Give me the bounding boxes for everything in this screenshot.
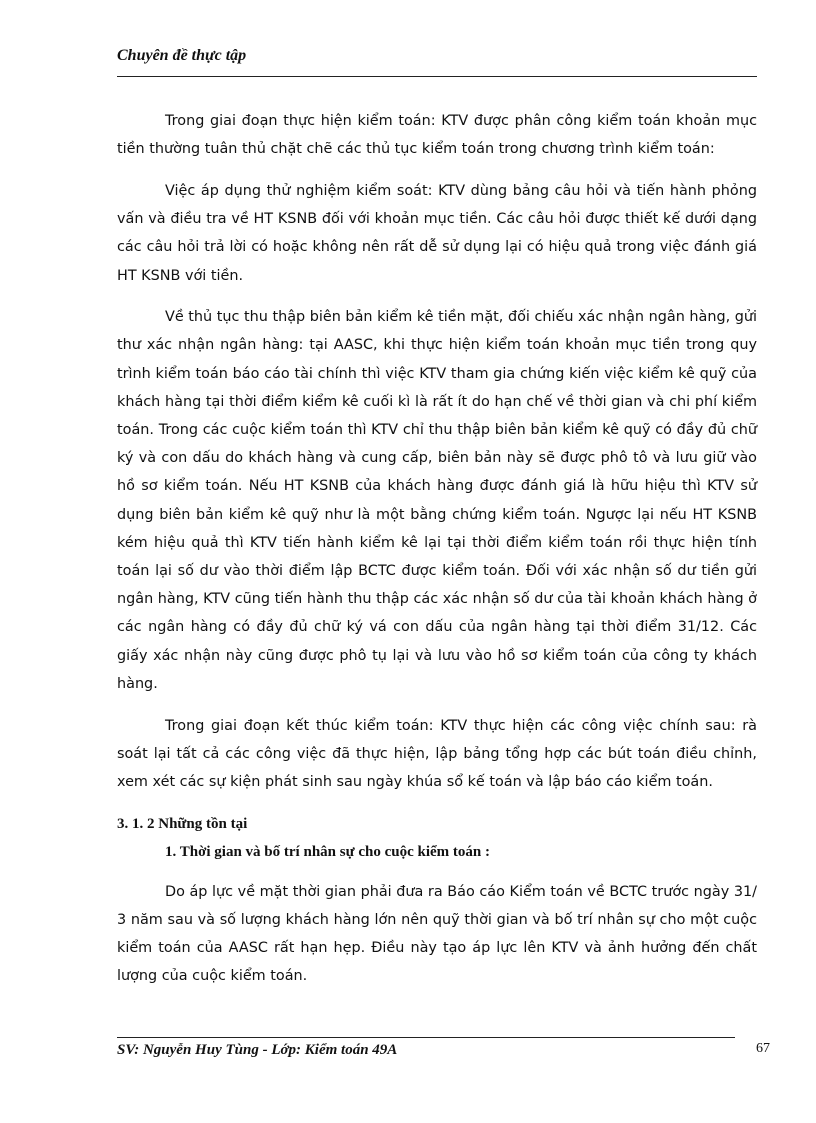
- paragraph: Việc áp dụng thử nghiệm kiểm soát: KTV dùng bảng câu hỏi và tiến hành phỏng vấn và điều tra về HT KSNB đối với khoản mục tiền. Các câu hỏi được thiết kế dưới dạng các câu hỏi trả lời có hoặc không nên rất dễ sử dụng lại có hiệu quả trong việc đánh giá HT KSNB với tiền.: [117, 182, 757, 284]
- footer-student-info: SV: Nguyễn Huy Tùng - Lớp: Kiểm toán 49A: [117, 1042, 398, 1058]
- paragraph: Trong giai đoạn kết thúc kiểm toán: KTV thực hiện các công việc chính sau: rà soát lại tất cả các công việc đã thực hiện, lập bảng tổng hợp các bút toán điều chỉnh, xem xét các sự kiện phát sinh sau ngày khúa sổ kế toán và lập báo cáo kiểm toán.: [117, 717, 757, 790]
- document-body: [117, 107, 757, 1004]
- footer-divider: [117, 1037, 735, 1038]
- paragraph: Do áp lực về mặt thời gian phải đưa ra Báo cáo Kiểm toán về BCTC trước ngày 31/ 3 năm sau và số lượng khách hàng lớn nên quỹ thời gian và bố trí nhân sự cho một cuộc kiểm toán của AASC rất hạn hẹp. Điều này tạo áp lực lên KTV và ảnh hưởng đến chất lượng của cuộc kiểm toán.: [117, 883, 757, 985]
- page-header-title: Chuyên đề thực tập: [117, 47, 247, 64]
- subsection-heading: 1. Thời gian và bố trí nhân sự cho cuộc kiểm toán :: [165, 843, 490, 860]
- header-divider: [117, 76, 757, 77]
- section-heading: 3. 1. 2 Những tồn tại: [117, 815, 248, 832]
- paragraph: Về thủ tục thu thập biên bản kiểm kê tiền mặt, đối chiếu xác nhận ngân hàng, gửi thư xác nhận ngân hàng: tại AASC, khi thực hiện kiểm toán khoản mục tiền trong quy trình kiểm toán báo cáo tài chính thì việc KTV tham gia chứng kiến việc kiểm kê quỹ của khách hàng tại thời điểm kiểm kê cuối kì là rất ít do hạn chế về thời gian và chi phí kiểm toán. Trong các cuộc kiểm toán thì KTV chỉ thu thập biên bản kiểm kê quỹ có đầy đủ chữ ký và con dấu do khách hàng và cung cấp, biên bản này sẽ được phô tô và lưu giữ vào hồ sơ kiểm toán. Nếu HT KSNB của khách hàng được đánh giá là hữu hiệu thì KTV sử dụng biên bản kiểm kê quỹ như là một bằng chứng kiểm toán. Ngược lại nếu HT KSNB kém hiệu quả thì KTV tiến hành kiểm kê lại tại thời điểm kiểm toán rồi thực hiện tính toán lại số dư vào thời điểm lập BCTC được kiểm toán. Đối với xác nhận số dư tiền gửi ngân hàng, KTV cũng tiến hành thu thập các xác nhận số dư của tài khoản khách hàng ở các ngân hàng có đầy đủ chữ ký vá con dấu của ngân hàng tại thời điểm 31/12. Các giấy xác nhận này cũng được phô tụ lại và lưu vào hồ sơ kiểm toán của công ty khách hàng.: [117, 309, 757, 692]
- page-number: 67: [756, 1041, 770, 1056]
- paragraph: Trong giai đoạn thực hiện kiểm toán: KTV được phân công kiểm toán khoản mục tiền thường tuân thủ chặt chẽ các thủ tục kiểm toán trong chương trình kiểm toán:: [117, 113, 757, 158]
